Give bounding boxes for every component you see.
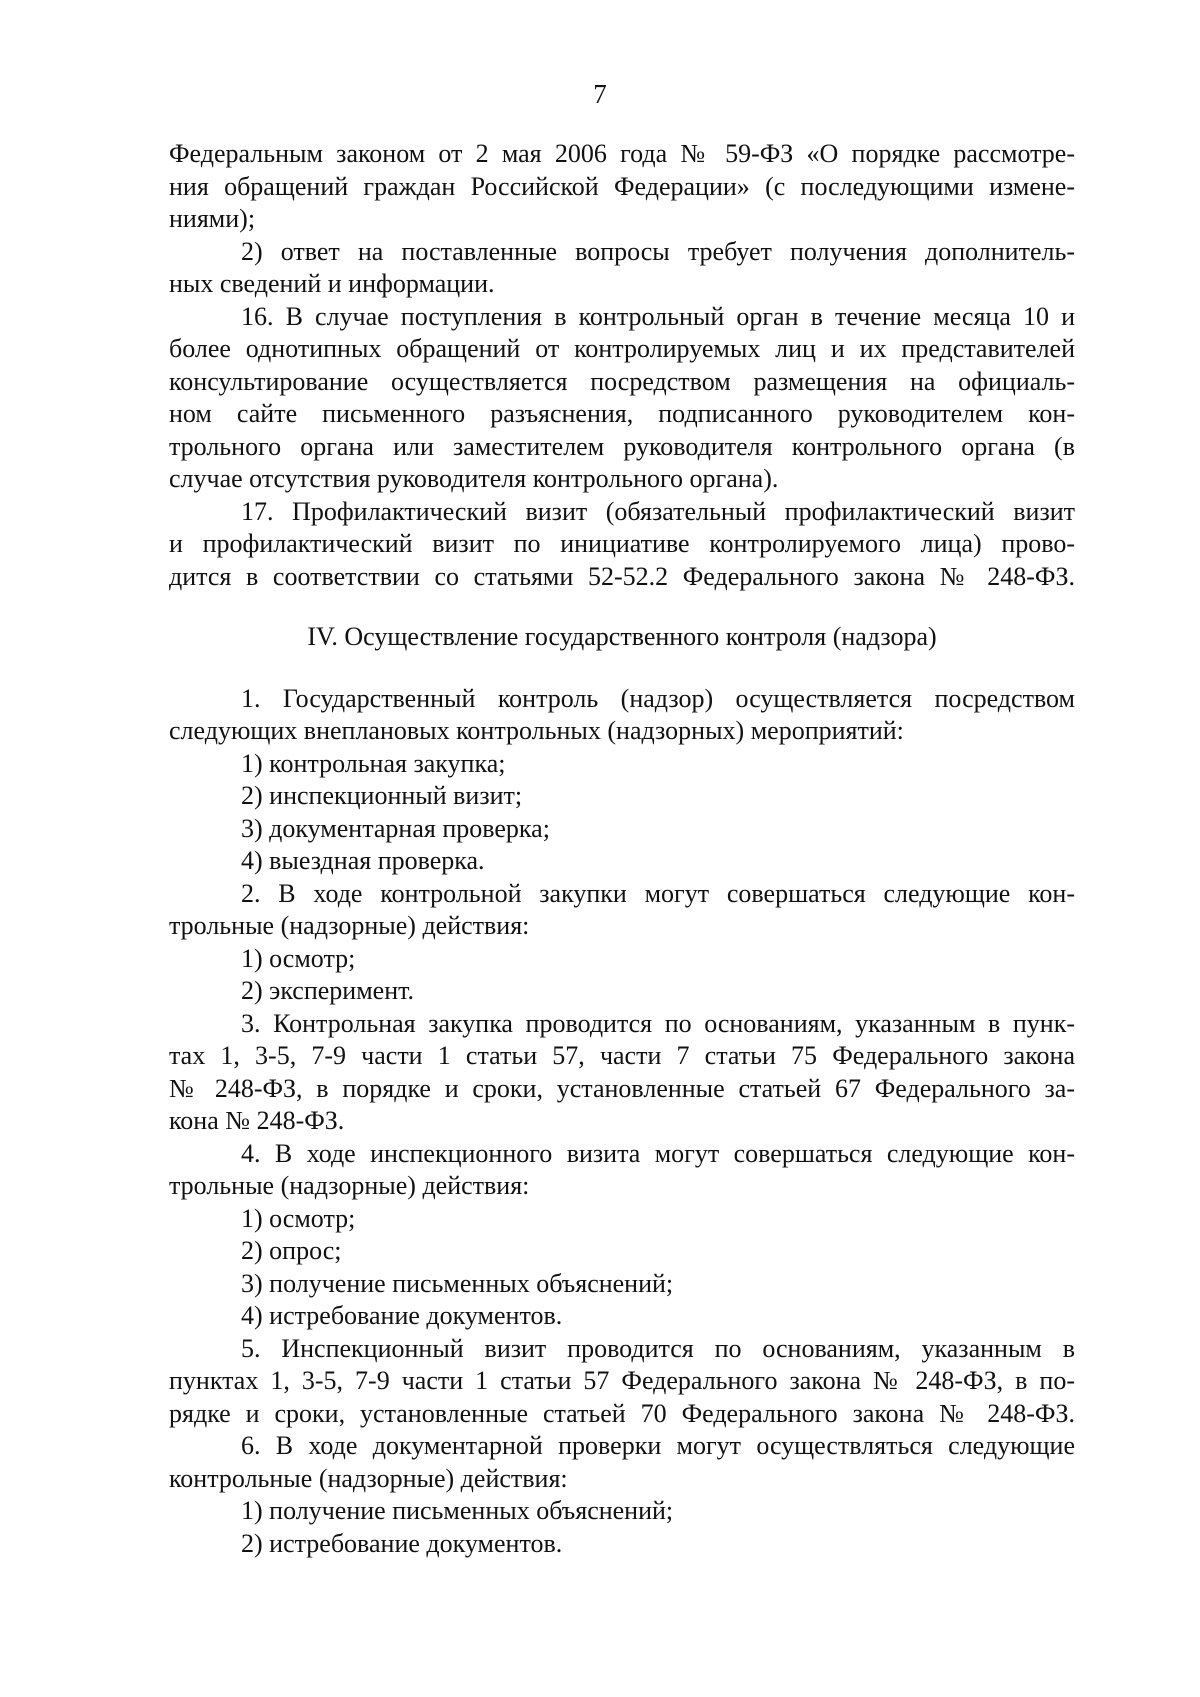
text-line: 5. Инспекционный визит проводится по основаниям, указанным в: [241, 1333, 1075, 1363]
page-number: 7: [593, 79, 607, 109]
text-line: консультирование осуществляется посредством размещения на официаль-: [169, 366, 1075, 396]
text-line: тах 1, 3-5, 7-9 части 1 статьи 57, части 7 статьи 75 Федерального закона: [169, 1041, 1075, 1070]
text-line: дится в соответствии со статьями 52-52.2 Федерального закона № 248-ФЗ.: [169, 561, 1075, 591]
text-line: 2) опрос;: [241, 1236, 342, 1265]
text-line: 2) истребование документов.: [241, 1528, 563, 1558]
text-block-after-heading: [169, 683, 1075, 1561]
text-line: № 248-ФЗ, в порядке и сроки, установленные статьей 67 Федерального за-: [169, 1073, 1075, 1103]
text-line: 3) документарная проверка;: [241, 813, 550, 843]
text-line: ния обращений граждан Российской Федерации» (с последующими измене-: [169, 171, 1075, 201]
text-line: 2) инспекционный визит;: [241, 781, 523, 810]
text-line: 1) осмотр;: [241, 1203, 356, 1233]
text-line: 3) получение письменных объяснений;: [241, 1268, 674, 1298]
text-line: 2) ответ на поставленные вопросы требует получения дополнитель-: [241, 236, 1075, 266]
text-line: 6. В ходе документарной проверки могут осуществляться следующие: [241, 1431, 1075, 1460]
text-line: 2) эксперимент.: [241, 976, 415, 1005]
text-line: следующих внеплановых контрольных (надзорных) мероприятий:: [169, 716, 904, 745]
text-line: Федеральным законом от 2 мая 2006 года № 59-ФЗ «О порядке рассмотре-: [169, 139, 1075, 168]
text-line: 2. В ходе контрольной закупки могут совершаться следующие кон-: [241, 878, 1075, 908]
text-line: трольные (надзорные) действия:: [169, 911, 530, 940]
text-line: 1) получение письменных объяснений;: [241, 1496, 674, 1525]
text-line: рядке и сроки, установленные статьей 70 Федерального закона № 248-ФЗ.: [169, 1398, 1075, 1428]
text-line: 1) контрольная закупка;: [241, 748, 506, 778]
text-line: 4) истребование документов.: [241, 1301, 563, 1330]
text-line: 4) выездная проверка.: [241, 846, 485, 875]
text-line: ниями);: [169, 204, 256, 233]
text-line: случае отсутствия руководителя контрольного органа).: [169, 464, 779, 493]
text-line: пунктах 1, 3-5, 7-9 части 1 статьи 57 Федерального закона № 248-ФЗ, в по-: [169, 1366, 1075, 1395]
text-line: 3. Контрольная закупка проводится по основаниям, указанным в пунк-: [241, 1008, 1075, 1038]
text-line: ных сведений и информации.: [169, 269, 495, 298]
text-line: 1. Государственный контроль (надзор) осуществляется посредством: [241, 683, 1075, 713]
section-heading: IV. Осуществление государственного контроля (надзора): [307, 622, 937, 651]
text-block-before-heading: [169, 138, 1075, 593]
document-body: [169, 138, 1075, 1560]
text-line: 16. В случае поступления в контрольный орган в течение месяца 10 и: [241, 301, 1075, 331]
text-line: трольные (надзорные) действия:: [169, 1171, 530, 1200]
text-line: контрольные (надзорные) действия:: [169, 1463, 568, 1493]
text-line: трольного органа или заместителем руководителя контрольного органа (в: [169, 431, 1075, 461]
text-line: 4. В ходе инспекционного визита могут совершаться следующие кон-: [241, 1138, 1075, 1168]
text-line: и профилактический визит по инициативе контролируемого лица) прово-: [169, 529, 1075, 558]
text-line: ном сайте письменного разъяснения, подписанного руководителем кон-: [169, 399, 1075, 428]
text-line: 17. Профилактический визит (обязательный профилактический визит: [241, 496, 1075, 526]
text-line: более однотипных обращений от контролируемых лиц и их представителей: [169, 334, 1075, 363]
text-line: кона № 248-ФЗ.: [169, 1106, 345, 1135]
text-line: 1) осмотр;: [241, 943, 356, 973]
